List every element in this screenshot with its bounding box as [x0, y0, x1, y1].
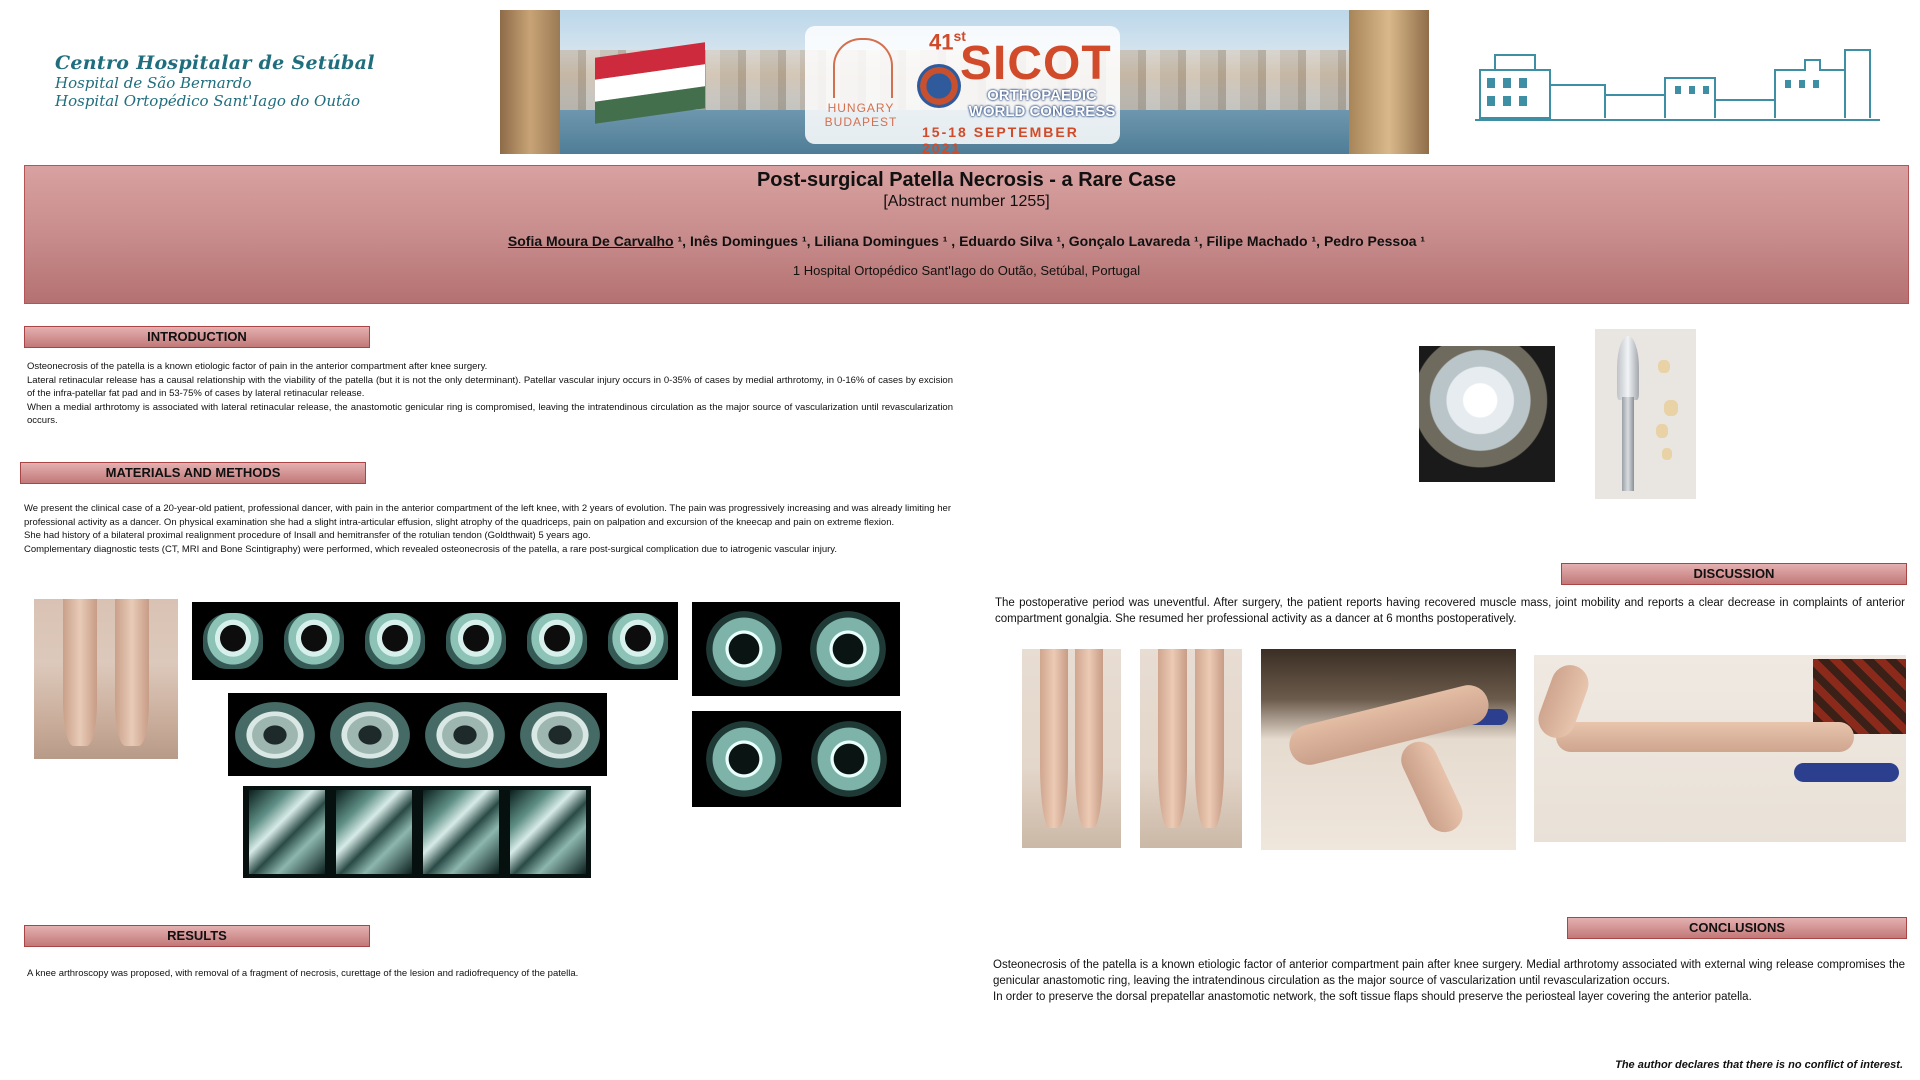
- materials-methods-paragraph: We present the clinical case of a 20-year-old patient, professional dancer, with pain in the anterior compartment of the left knee, with 2 years of evolution. The pain was progressively increasing and was already limiting her professional activity as a dancer. On physical examination she had a slight intra-articular effusion, slight atrophy of the quadriceps, pain on palpation and excursion of the kneecap and pain on extreme flexion.: [24, 503, 951, 528]
- conclusions-paragraph: In order to preserve the dorsal prepatellar anastomotic network, the soft tissue flaps should preserve the periosteal layer covering the anterior patella.: [993, 991, 1752, 1003]
- introduction-text: [27, 360, 953, 428]
- postop-knee-flexion-photo: [1261, 649, 1516, 850]
- basilica-icon: [833, 38, 893, 98]
- sicot-brand: SICOT: [960, 37, 1112, 90]
- results-paragraph: A knee arthroscopy was proposed, with removal of a fragment of necrosis, curettage of the lesion and radiofrequency of the patella.: [27, 968, 579, 979]
- introduction-paragraph: When a medial arthrotomy is associated with lateral retinacular release, the anastomotic genicular ring is compromised, leaving the intratendinous circulation as the major source of vascularization until revascularization occurs.: [27, 401, 953, 426]
- ct-bone-scan-2: [692, 711, 901, 807]
- hospital-logo-line2: Hospital de São Bernardo: [55, 74, 252, 92]
- discussion-text: [995, 595, 1905, 627]
- poster-title: Post-surgical Patella Necrosis - a Rare Case: [756, 169, 1177, 191]
- ct-axial-series: [192, 602, 678, 680]
- other-authors: ¹, Inês Domingues ¹, Liliana Domingues ¹ , Eduardo Silva ¹, Gonçalo Lavareda ¹, Filipe Machado ¹, Pedro Pessoa ¹: [673, 233, 1426, 249]
- author-list: [25, 233, 1908, 249]
- materials-methods-paragraph: Complementary diagnostic tests (CT, MRI and Bone Scintigraphy) were performed, which revealed osteonecrosis of the patella, a rare post-surgical complication due to iatrogenic vascular injury.: [24, 543, 837, 555]
- conclusions-heading: CONCLUSIONS: [1567, 917, 1907, 939]
- necrotic-fragment-photo: [1595, 329, 1696, 499]
- preop-legs-photo: [34, 599, 178, 759]
- introduction-paragraph: Lateral retinacular release has a causal relationship with the viability of the patella (but it is not the only determinant). Patellar vascular injury occurs in 0-35% of cases by medial arthrotomy, in 0-16% of cases by excision of the infra-patellar fat pad and in 53-75% of cases by lateral retinacular release.: [27, 374, 953, 399]
- congress-banner: [500, 10, 1429, 154]
- results-heading: RESULTS: [24, 925, 370, 947]
- mri-axial-series: [228, 693, 607, 776]
- postop-standing-back-photo: [1140, 649, 1242, 848]
- arthroscopy-image: [1419, 346, 1555, 482]
- conflict-of-interest-statement: The author declares that there is no conflict of interest.: [1615, 1059, 1903, 1071]
- postop-knee-extension-photo: [1534, 655, 1906, 842]
- hospital-logo: [55, 52, 415, 110]
- banner-pillar-right: [1349, 10, 1429, 154]
- hospital-logo-line1: Centro Hospitalar de Setúbal: [55, 52, 375, 74]
- results-text: [27, 967, 947, 981]
- conclusions-text: [993, 957, 1905, 1005]
- title-box: [24, 165, 1909, 304]
- banner-card: [805, 26, 1120, 154]
- banner-budapest: BUDAPEST: [824, 115, 898, 129]
- banner-hungary: HUNGARY: [827, 101, 895, 115]
- congress-dates: 15-18 SEPTEMBER 2021: [922, 124, 1079, 154]
- banner-pillar-left: [500, 10, 560, 154]
- banner-location: [815, 101, 907, 129]
- affiliation: 1 Hospital Ortopédico Sant'Iago do Outão, Setúbal, Portugal: [792, 263, 1141, 278]
- hospital-building-sketch: [1475, 40, 1880, 125]
- materials-methods-text: [24, 502, 951, 556]
- materials-methods-paragraph: She had history of a bilateral proximal realignment procedure of Insall and hemitransfer of the rotulian tendon (Goldthwait) 5 years ago.: [24, 530, 591, 541]
- discussion-heading: DISCUSSION: [1561, 563, 1907, 585]
- introduction-paragraph: Osteonecrosis of the patella is a known etiologic factor of pain in the anterior compartment after knee surgery.: [27, 361, 488, 372]
- discussion-paragraph: The postoperative period was uneventful. After surgery, the patient reports having recovered muscle mass, joint mobility and reports a clear decrease in complaints of anterior compartment gonalgia. She resumed her professional activity as a dancer at 6 months postoperatively.: [995, 597, 1905, 625]
- materials-methods-heading: MATERIALS AND METHODS: [20, 462, 366, 484]
- hospital-logo-line3: Hospital Ortopédico Sant'Iago do Outão: [55, 92, 361, 110]
- first-author: Sofia Moura De Carvalho: [507, 233, 674, 249]
- abstract-number: [Abstract number 1255]: [883, 193, 1050, 210]
- introduction-heading: INTRODUCTION: [24, 326, 370, 348]
- ct-bone-scan-1: [692, 602, 900, 696]
- congress-number: 41st: [929, 28, 966, 55]
- sicot-globe-icon: [917, 64, 961, 108]
- postop-standing-front-photo: [1022, 649, 1121, 848]
- mri-sagittal-series: [243, 786, 591, 878]
- congress-subtitle: ORTHOPAEDIC WORLD CONGRESS: [968, 87, 1116, 120]
- conclusions-paragraph: Osteonecrosis of the patella is a known etiologic factor of anterior compartment pain after knee surgery. Medial arthrotomy associated with external wing release compromises the genicular anastomotic ring, leaving the intratendinous circulation as the major source of vascularization until revascularization occurs.: [993, 959, 1905, 987]
